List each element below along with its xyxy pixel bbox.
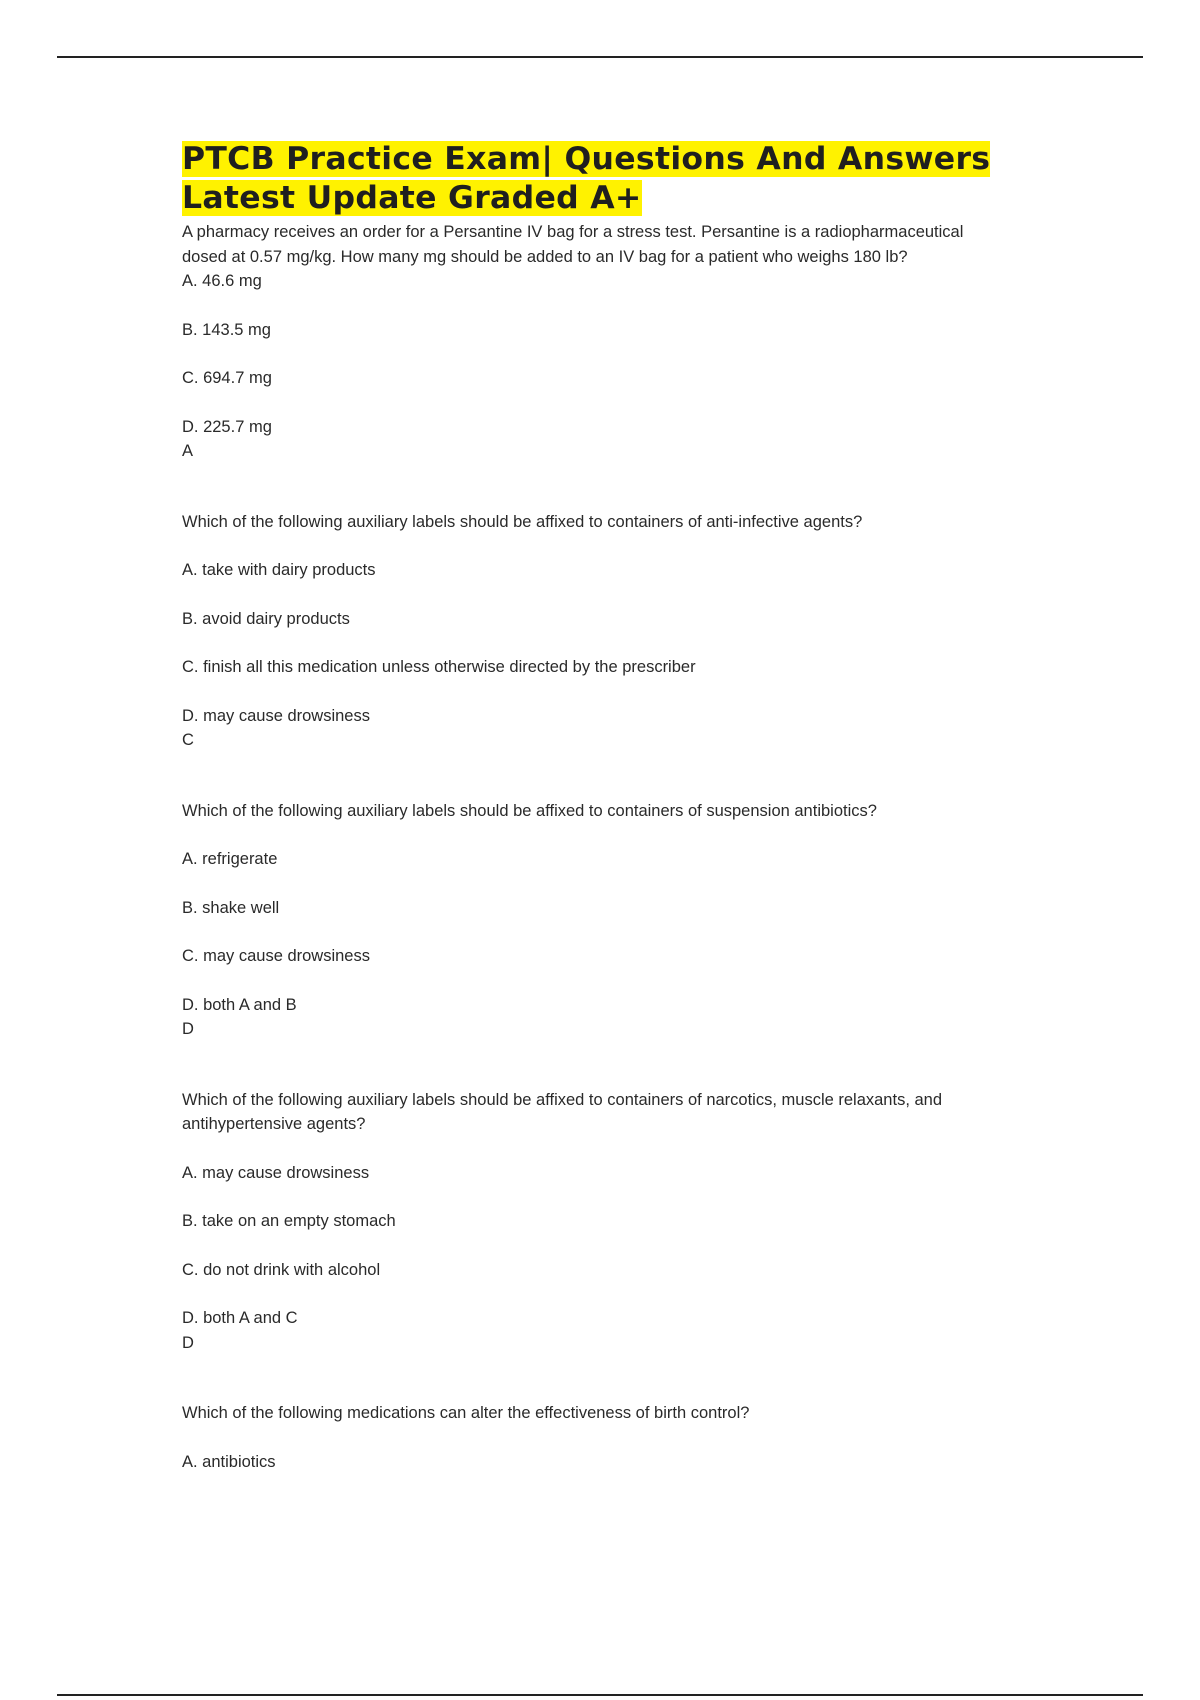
question-stem: Which of the following auxiliary labels should be affixed to containers of anti-infective agents? [182, 512, 863, 531]
option-a: A. 46.6 mg [182, 272, 262, 290]
option-b: B. avoid dairy products [182, 609, 350, 628]
question-stem: Which of the following medications can alter the effectiveness of birth control? [182, 1404, 750, 1422]
option-d: D. 225.7 mg [182, 417, 272, 436]
option-a: A. refrigerate [182, 850, 278, 868]
title-line-1: PTCB Practice Exam| Questions And Answers [182, 141, 991, 177]
option-a: A. may cause drowsiness [182, 1163, 370, 1182]
option-d: D. both A and B [182, 995, 297, 1014]
option-b: B. 143.5 mg [182, 320, 271, 339]
option-b: B. shake well [182, 898, 280, 917]
question-3 [182, 799, 1012, 1042]
option-b: B. take on an empty stomach [182, 1212, 396, 1230]
question-2 [182, 510, 1012, 753]
option-a: A. take with dairy products [182, 561, 376, 579]
option-c: C. finish all this medication unless otherwise directed by the prescriber [182, 658, 696, 676]
option-c: C. may cause drowsiness [182, 947, 370, 965]
question-4 [182, 1088, 1012, 1356]
question-5 [182, 1401, 1012, 1474]
question-stem: A pharmacy receives an order for a Persantine IV bag for a stress test. Persantine is a radiopharmaceutical dosed at 0.57 mg/kg. How many mg should be added to an IV bag for a patient who weighs 180 lb? [182, 223, 964, 266]
option-c: C. 694.7 mg [182, 369, 272, 387]
answer-key: A [182, 442, 194, 460]
question-stem: Which of the following auxiliary labels should be affixed to containers of narcotics, muscle relaxants, and antihypertensive agents? [182, 1090, 943, 1133]
page-bottom-rule [57, 1694, 1143, 1696]
page-top-rule [57, 56, 1143, 58]
answer-key: C [182, 731, 194, 749]
question-1 [182, 220, 1012, 464]
question-stem: Which of the following auxiliary labels should be affixed to containers of suspension antibiotics? [182, 801, 877, 820]
option-a: A. antibiotics [182, 1452, 276, 1471]
document-title [182, 140, 1012, 218]
option-c: C. do not drink with alcohol [182, 1260, 381, 1279]
document-body [182, 140, 1012, 1474]
answer-key: D [182, 1333, 194, 1352]
answer-key: D [182, 1020, 194, 1038]
title-line-2: Latest Update Graded A+ [182, 180, 642, 216]
option-d: D. may cause drowsiness [182, 706, 370, 725]
option-d: D. both A and C [182, 1309, 298, 1327]
